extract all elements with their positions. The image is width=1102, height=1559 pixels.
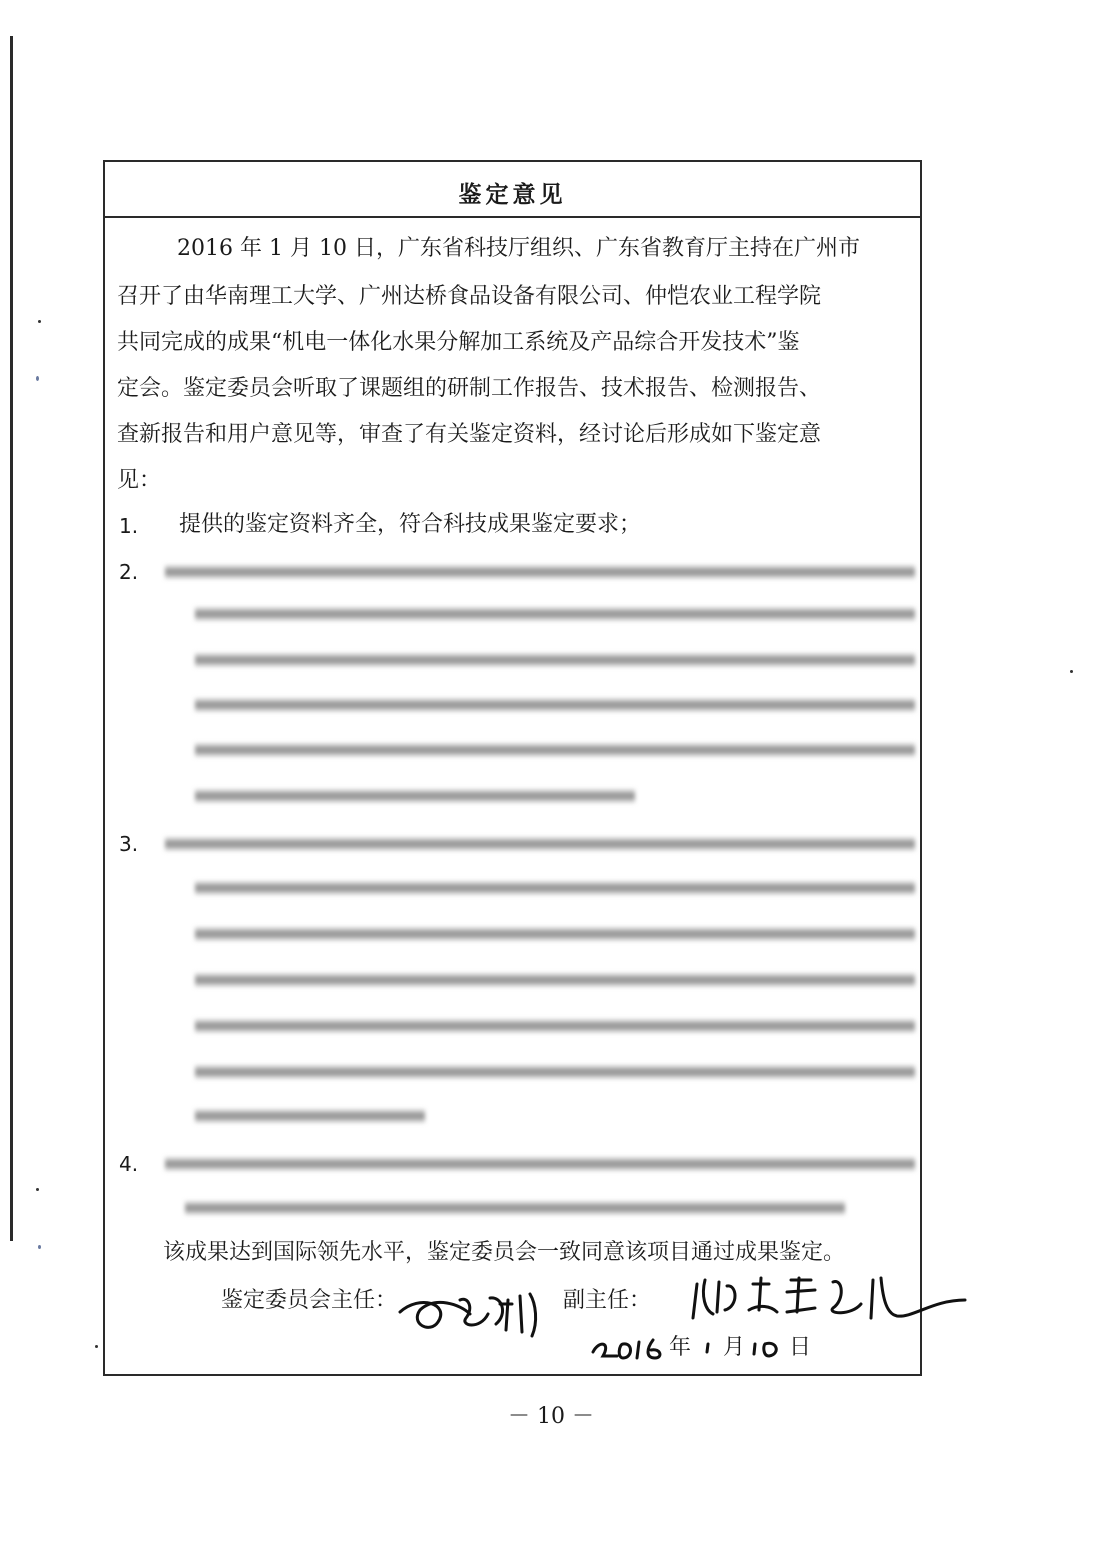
chair-label: 鉴定委员会主任：	[221, 1288, 398, 1313]
redacted-text-line	[195, 606, 915, 622]
signature-date	[589, 1328, 849, 1368]
chair-signature	[390, 1274, 550, 1344]
paragraph-line: 2016 年 1 月 10 日，广东省科技厅组织、广东省教育厅主持在广州市	[177, 236, 860, 261]
page-number: － 10 －	[508, 1404, 594, 1429]
scan-speck	[38, 1245, 41, 1249]
date-month-unit: 月	[723, 1335, 746, 1360]
scan-speck	[1070, 670, 1073, 673]
redacted-text-line	[185, 1200, 845, 1216]
redacted-text-line	[165, 564, 915, 580]
date-day-unit: 日	[789, 1335, 812, 1360]
item-number: 1.	[119, 514, 139, 538]
redacted-text-line	[165, 1156, 915, 1172]
vice-chair-label: 副主任：	[563, 1288, 652, 1313]
redacted-text-line	[195, 1064, 915, 1080]
scan-speck	[95, 1345, 98, 1348]
vice-chair-signature	[683, 1260, 973, 1330]
opinion-form-box	[103, 160, 922, 1376]
redacted-text-line	[165, 836, 915, 852]
item-number: 2.	[119, 560, 139, 584]
date-year-unit: 年	[669, 1335, 692, 1360]
redacted-text-line	[195, 697, 915, 713]
redacted-text-line	[195, 1018, 915, 1034]
binding-margin-line	[10, 36, 13, 1241]
scan-speck	[38, 320, 41, 323]
scan-speck	[36, 376, 39, 381]
item-text: 提供的鉴定资料齐全，符合科技成果鉴定要求；	[179, 512, 642, 537]
form-header-row	[105, 162, 920, 218]
paragraph-line: 定会。鉴定委员会听取了课题组的研制工作报告、技术报告、检测报告、	[117, 376, 822, 401]
date-year-handwritten	[589, 1332, 669, 1364]
redacted-text-line	[195, 742, 915, 758]
page-title: 鉴定意见	[458, 181, 567, 208]
paragraph-line: 共同完成的成果“机电一体化水果分解加工系统及产品综合开发技术”鉴	[117, 330, 800, 355]
paragraph-line: 召开了由华南理工大学、广州达桥食品设备有限公司、仲恺农业工程学院	[117, 284, 822, 309]
redacted-text-line	[195, 652, 915, 668]
redacted-text-line	[195, 972, 915, 988]
item-number: 4.	[119, 1152, 139, 1176]
paragraph-line: 查新报告和用户意见等，审查了有关鉴定资料，经讨论后形成如下鉴定意	[117, 422, 822, 447]
conclusion-text: 该成果达到国际领先水平，鉴定委员会一致同意该项目通过成果鉴定。	[163, 1240, 846, 1265]
paragraph-line: 见：	[117, 468, 162, 493]
date-day-handwritten	[751, 1336, 787, 1360]
item-number: 3.	[119, 832, 139, 856]
redacted-text-line	[195, 788, 635, 804]
date-month-handwritten	[701, 1338, 715, 1358]
scan-speck	[36, 1188, 39, 1191]
redacted-text-line	[195, 926, 915, 942]
redacted-text-line	[195, 880, 915, 896]
redacted-text-line	[195, 1108, 425, 1124]
